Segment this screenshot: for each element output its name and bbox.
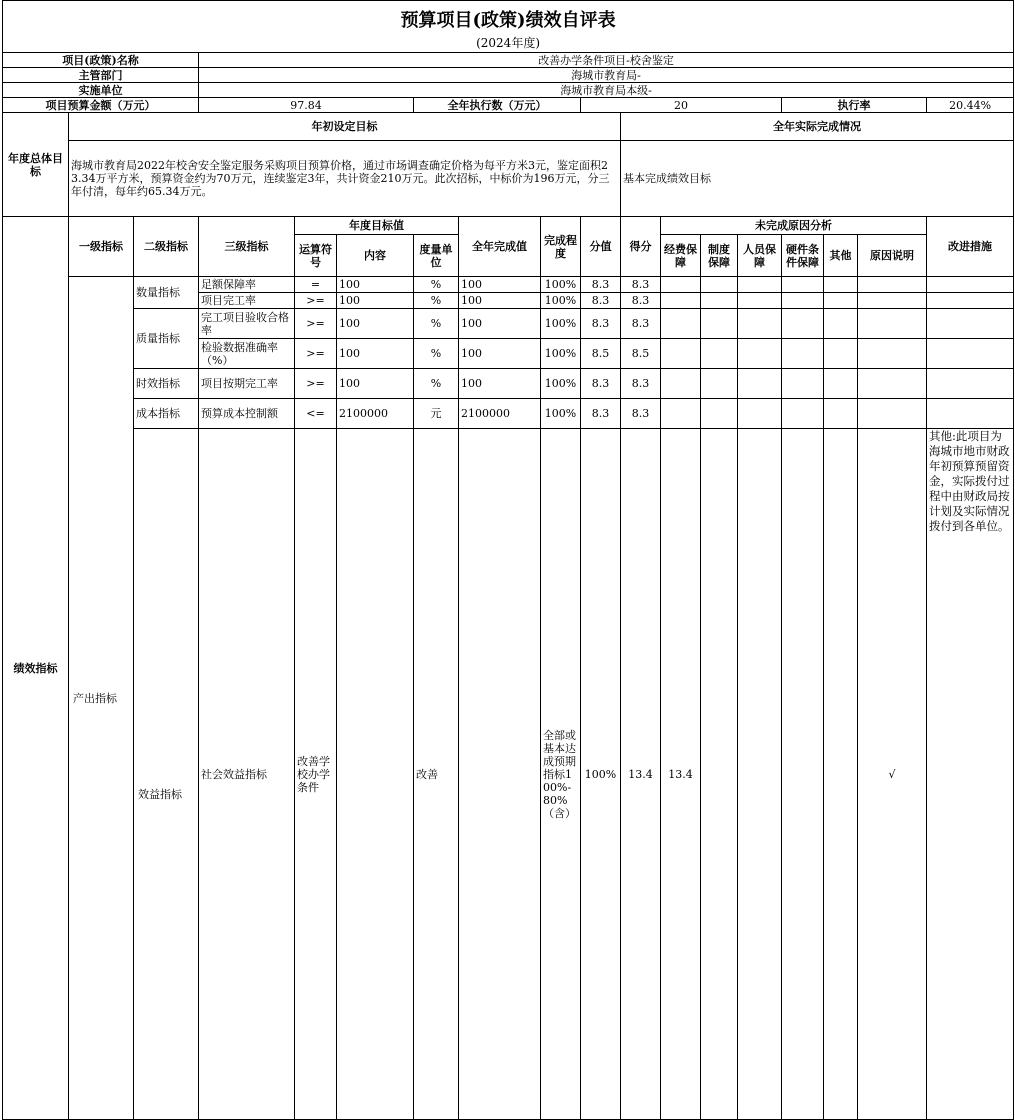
row-name: 预算成本控制额 [199, 399, 295, 429]
row-name: 项目按期完工率 [199, 369, 295, 399]
actual-goal-header: 全年实际完成情况 [621, 113, 1014, 141]
timeliness-label: 时效指标 [134, 369, 199, 399]
project-name: 改善办学条件项目-校舍鉴定 [199, 53, 1014, 68]
initial-goal-text: 海城市教育局2022年校舍安全鉴定服务采购项目预算价格，通过市场调查确定价格为每平方米3元，鉴定面积23.34万平方米，预算资金约为70万元，连续鉴定3年，共计资金210万元。此次招标，中标价为196万元，分三年付清，每年约65.34万元。 [69, 141, 621, 217]
row-unit: % [414, 369, 459, 399]
header-unit: 度量单位 [414, 235, 459, 277]
row-unit: % [414, 339, 459, 369]
header-improve: 改进措施 [927, 217, 1014, 277]
row-content: 100 [337, 277, 414, 293]
row-value: 8.3 [581, 277, 621, 293]
header-level3: 三级指标 [199, 217, 295, 277]
row-annual: 100 [459, 339, 541, 369]
benefit-annual: 全部或基本达成预期指标100%-80%（含） [541, 429, 581, 1120]
unit: 海城市教育局本级- [199, 83, 1014, 98]
header-degree: 完成程度 [541, 217, 581, 277]
row-degree: 100% [541, 399, 581, 429]
benefit-degree: 100% [581, 429, 621, 1120]
row-annual: 2100000 [459, 399, 541, 429]
row-degree: 100% [541, 339, 581, 369]
row-score: 8.3 [621, 309, 661, 339]
header-level1: 一级指标 [69, 217, 134, 277]
benefit-score: 13.4 [661, 429, 701, 1120]
header-hardware: 硬件条件保障 [782, 235, 824, 277]
header-level2: 二级指标 [134, 217, 199, 277]
row-op: = [295, 277, 337, 293]
quality-label: 质量指标 [134, 309, 199, 369]
goals-section-label: 年度总体目标 [3, 113, 69, 217]
dept: 海城市教育局- [199, 68, 1014, 83]
benefit-label: 效益指标 [134, 429, 199, 1120]
row-score: 8.3 [621, 369, 661, 399]
row-unit: 元 [414, 399, 459, 429]
row-name: 检验数据准确率（%） [199, 339, 295, 369]
row-annual: 100 [459, 309, 541, 339]
row-unit: % [414, 293, 459, 309]
header-content: 内容 [337, 235, 414, 277]
table-row [3, 309, 1014, 339]
row-degree: 100% [541, 293, 581, 309]
row-degree: 100% [541, 369, 581, 399]
header-funding: 经费保障 [661, 235, 701, 277]
page-title: 预算项目(政策)绩效自评表 [3, 1, 1014, 35]
row-value: 8.3 [581, 369, 621, 399]
benefit-content: 改善 [414, 429, 459, 1120]
row-value: 8.5 [581, 339, 621, 369]
row-annual: 100 [459, 277, 541, 293]
row-op: >= [295, 293, 337, 309]
row-content: 100 [337, 339, 414, 369]
row-name: 足额保障率 [199, 277, 295, 293]
row-content: 100 [337, 293, 414, 309]
rate-value: 20.44% [927, 98, 1014, 113]
row-content: 100 [337, 309, 414, 339]
cost-label: 成本指标 [134, 399, 199, 429]
row-score: 8.3 [621, 277, 661, 293]
quantity-label: 数量指标 [134, 277, 199, 309]
output-label: 产出指标 [69, 277, 134, 1120]
row-value: 8.3 [581, 399, 621, 429]
social-benefit-label: 社会效益指标 [199, 429, 295, 1120]
row-unit: % [414, 277, 459, 293]
header-staff: 人员保障 [738, 235, 782, 277]
benefit-name: 改善学校办学条件 [295, 429, 337, 1120]
header-score: 得分 [621, 217, 661, 277]
row-content: 2100000 [337, 399, 414, 429]
row-name: 项目完工率 [199, 293, 295, 309]
header-reason-desc: 原因说明 [858, 235, 927, 277]
row-op: >= [295, 339, 337, 369]
benefit-value: 13.4 [621, 429, 661, 1120]
header-target-group: 年度目标值 [295, 217, 459, 235]
header-annual: 全年完成值 [459, 217, 541, 277]
table-row [3, 277, 1014, 293]
row-op: >= [295, 309, 337, 339]
row-op: >= [295, 369, 337, 399]
actual-goal-text: 基本完成绩效目标 [621, 141, 1014, 217]
row-degree: 100% [541, 277, 581, 293]
row-value: 8.3 [581, 293, 621, 309]
budget-label: 项目预算金额（万元） [3, 98, 199, 113]
table-row [3, 429, 1014, 1120]
header-score-value: 分值 [581, 217, 621, 277]
row-unit: % [414, 309, 459, 339]
year-label: (2024年度) [3, 35, 1014, 53]
header-other: 其他 [824, 235, 858, 277]
initial-goal-header: 年初设定目标 [69, 113, 621, 141]
indicators-section-label: 绩效指标 [3, 217, 69, 1120]
budget-value: 97.84 [199, 98, 414, 113]
row-degree: 100% [541, 309, 581, 339]
row-score: 8.3 [621, 399, 661, 429]
benefit-reason: 其他:此项目为海城市地市财政年初预算预留资金，实际拨付过程中由财政局按计划及实际情况拨付到各单位。 [927, 429, 1014, 1120]
row-annual: 100 [459, 369, 541, 399]
exec-label: 全年执行数（万元） [414, 98, 581, 113]
row-score: 8.3 [621, 293, 661, 309]
dept-label: 主管部门 [3, 68, 199, 83]
table-row [3, 369, 1014, 399]
row-op: <= [295, 399, 337, 429]
row-name: 完工项目验收合格率 [199, 309, 295, 339]
project-name-label: 项目(政策)名称 [3, 53, 199, 68]
rate-label: 执行率 [782, 98, 927, 113]
header-reason-group: 未完成原因分析 [661, 217, 927, 235]
unit-label: 实施单位 [3, 83, 199, 98]
header-op: 运算符号 [295, 235, 337, 277]
table-row [3, 399, 1014, 429]
exec-value: 20 [581, 98, 782, 113]
evaluation-table [2, 0, 1014, 1120]
row-score: 8.5 [621, 339, 661, 369]
header-system: 制度保障 [701, 235, 738, 277]
other-check-icon: √ [858, 429, 927, 1120]
row-content: 100 [337, 369, 414, 399]
row-value: 8.3 [581, 309, 621, 339]
row-annual: 100 [459, 293, 541, 309]
